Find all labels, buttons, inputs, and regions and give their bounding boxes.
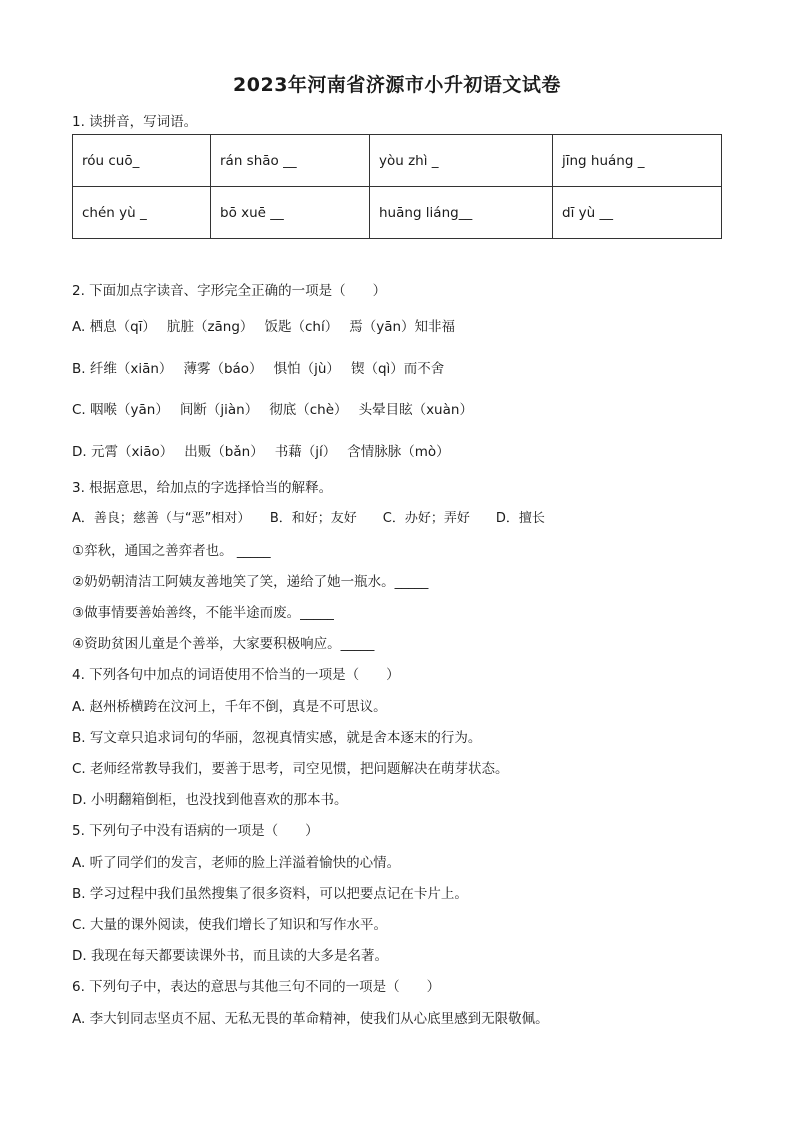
question-4-option-a: A. 赵州桥横跨在汶河上，千年不倒，真是不可思议。 (72, 699, 387, 715)
question-4-stem: 4. 下列各句中加点的词语使用不恰当的一项是（ ） (72, 667, 400, 683)
pinyin-table (72, 134, 722, 239)
question-3-item-3: ③做事情要善始善终，不能半途而废。_____ (72, 605, 334, 621)
question-3-stem: 3. 根据意思，给加点的字选择恰当的解释。 (72, 480, 333, 496)
question-2-option-c: C. 咽喉（yān） 间断（jiàn） 彻底（chè） 头晕目眩（xuàn） (72, 402, 473, 418)
question-2-option-a: A. 栖息（qī） 肮脏（zāng） 饭匙（chí） 焉（yān）知非福 (72, 319, 456, 335)
question-5-option-c: C. 大量的课外阅读，使我们增长了知识和写作水平。 (72, 917, 388, 933)
table-row (73, 187, 722, 239)
question-3-item-1: ①弈秋，通国之善弈者也。 _____ (72, 543, 271, 559)
table-cell: huāng liáng__ (370, 187, 553, 239)
question-4-option-d: D. 小明翻箱倒柜，也没找到他喜欢的那本书。 (72, 792, 348, 808)
question-6-option-a: A. 李大钊同志坚贞不屈、无私无畏的革命精神，使我们从心底里感到无限敬佩。 (72, 1011, 549, 1027)
question-6-stem: 6. 下列句子中，表达的意思与其他三句不同的一项是（ ） (72, 979, 441, 995)
question-3-item-4: ④资助贫困儿童是个善举，大家要积极响应。_____ (72, 636, 375, 652)
table-cell: yòu zhì _ (370, 135, 553, 187)
question-3-item-2: ②奶奶朝清洁工阿姨友善地笑了笑，递给了她一瓶水。_____ (72, 574, 429, 590)
question-5-option-a: A. 听了同学们的发言，老师的脸上洋溢着愉快的心情。 (72, 855, 401, 871)
question-2-option-d: D. 元霄（xiāo） 出贩（bǎn） 书藉（jí） 含情脉脉（mò） (72, 444, 450, 460)
table-cell: dī yù __ (553, 187, 722, 239)
page-title: 2023年河南省济源市小升初语文试卷 (233, 74, 561, 96)
question-3-choices: A．善良；慈善（与“恶”相对） B．和好；友好 C．办好；弄好 D．擅长 (72, 511, 545, 526)
question-4-option-c: C. 老师经常教导我们，要善于思考，司空见惯，把问题解决在萌芽状态。 (72, 761, 509, 777)
question-4-option-b: B. 写文章只追求词句的华丽，忽视真情实感，就是舍本逐末的行为。 (72, 730, 482, 746)
table-cell: bō xuē __ (211, 187, 370, 239)
table-cell: róu cuō_ (73, 135, 211, 187)
question-5-option-b: B. 学习过程中我们虽然搜集了很多资料，可以把要点记在卡片上。 (72, 886, 468, 902)
question-2-stem: 2. 下面加点字读音、字形完全正确的一项是（ ） (72, 283, 387, 299)
question-1-stem: 1. 读拼音，写词语。 (72, 114, 198, 130)
table-cell: rán shāo __ (211, 135, 370, 187)
question-2-option-b: B. 纤维（xiān） 薄雾（báo） 惧怕（jù） 锲（qì）而不舍 (72, 361, 445, 377)
table-cell: chén yù _ (73, 187, 211, 239)
question-5-stem: 5. 下列句子中没有语病的一项是（ ） (72, 823, 319, 839)
question-5-option-d: D. 我现在每天都要读课外书，而且读的大多是名著。 (72, 948, 388, 964)
table-row (73, 135, 722, 187)
table-cell: jīng huáng _ (553, 135, 722, 187)
